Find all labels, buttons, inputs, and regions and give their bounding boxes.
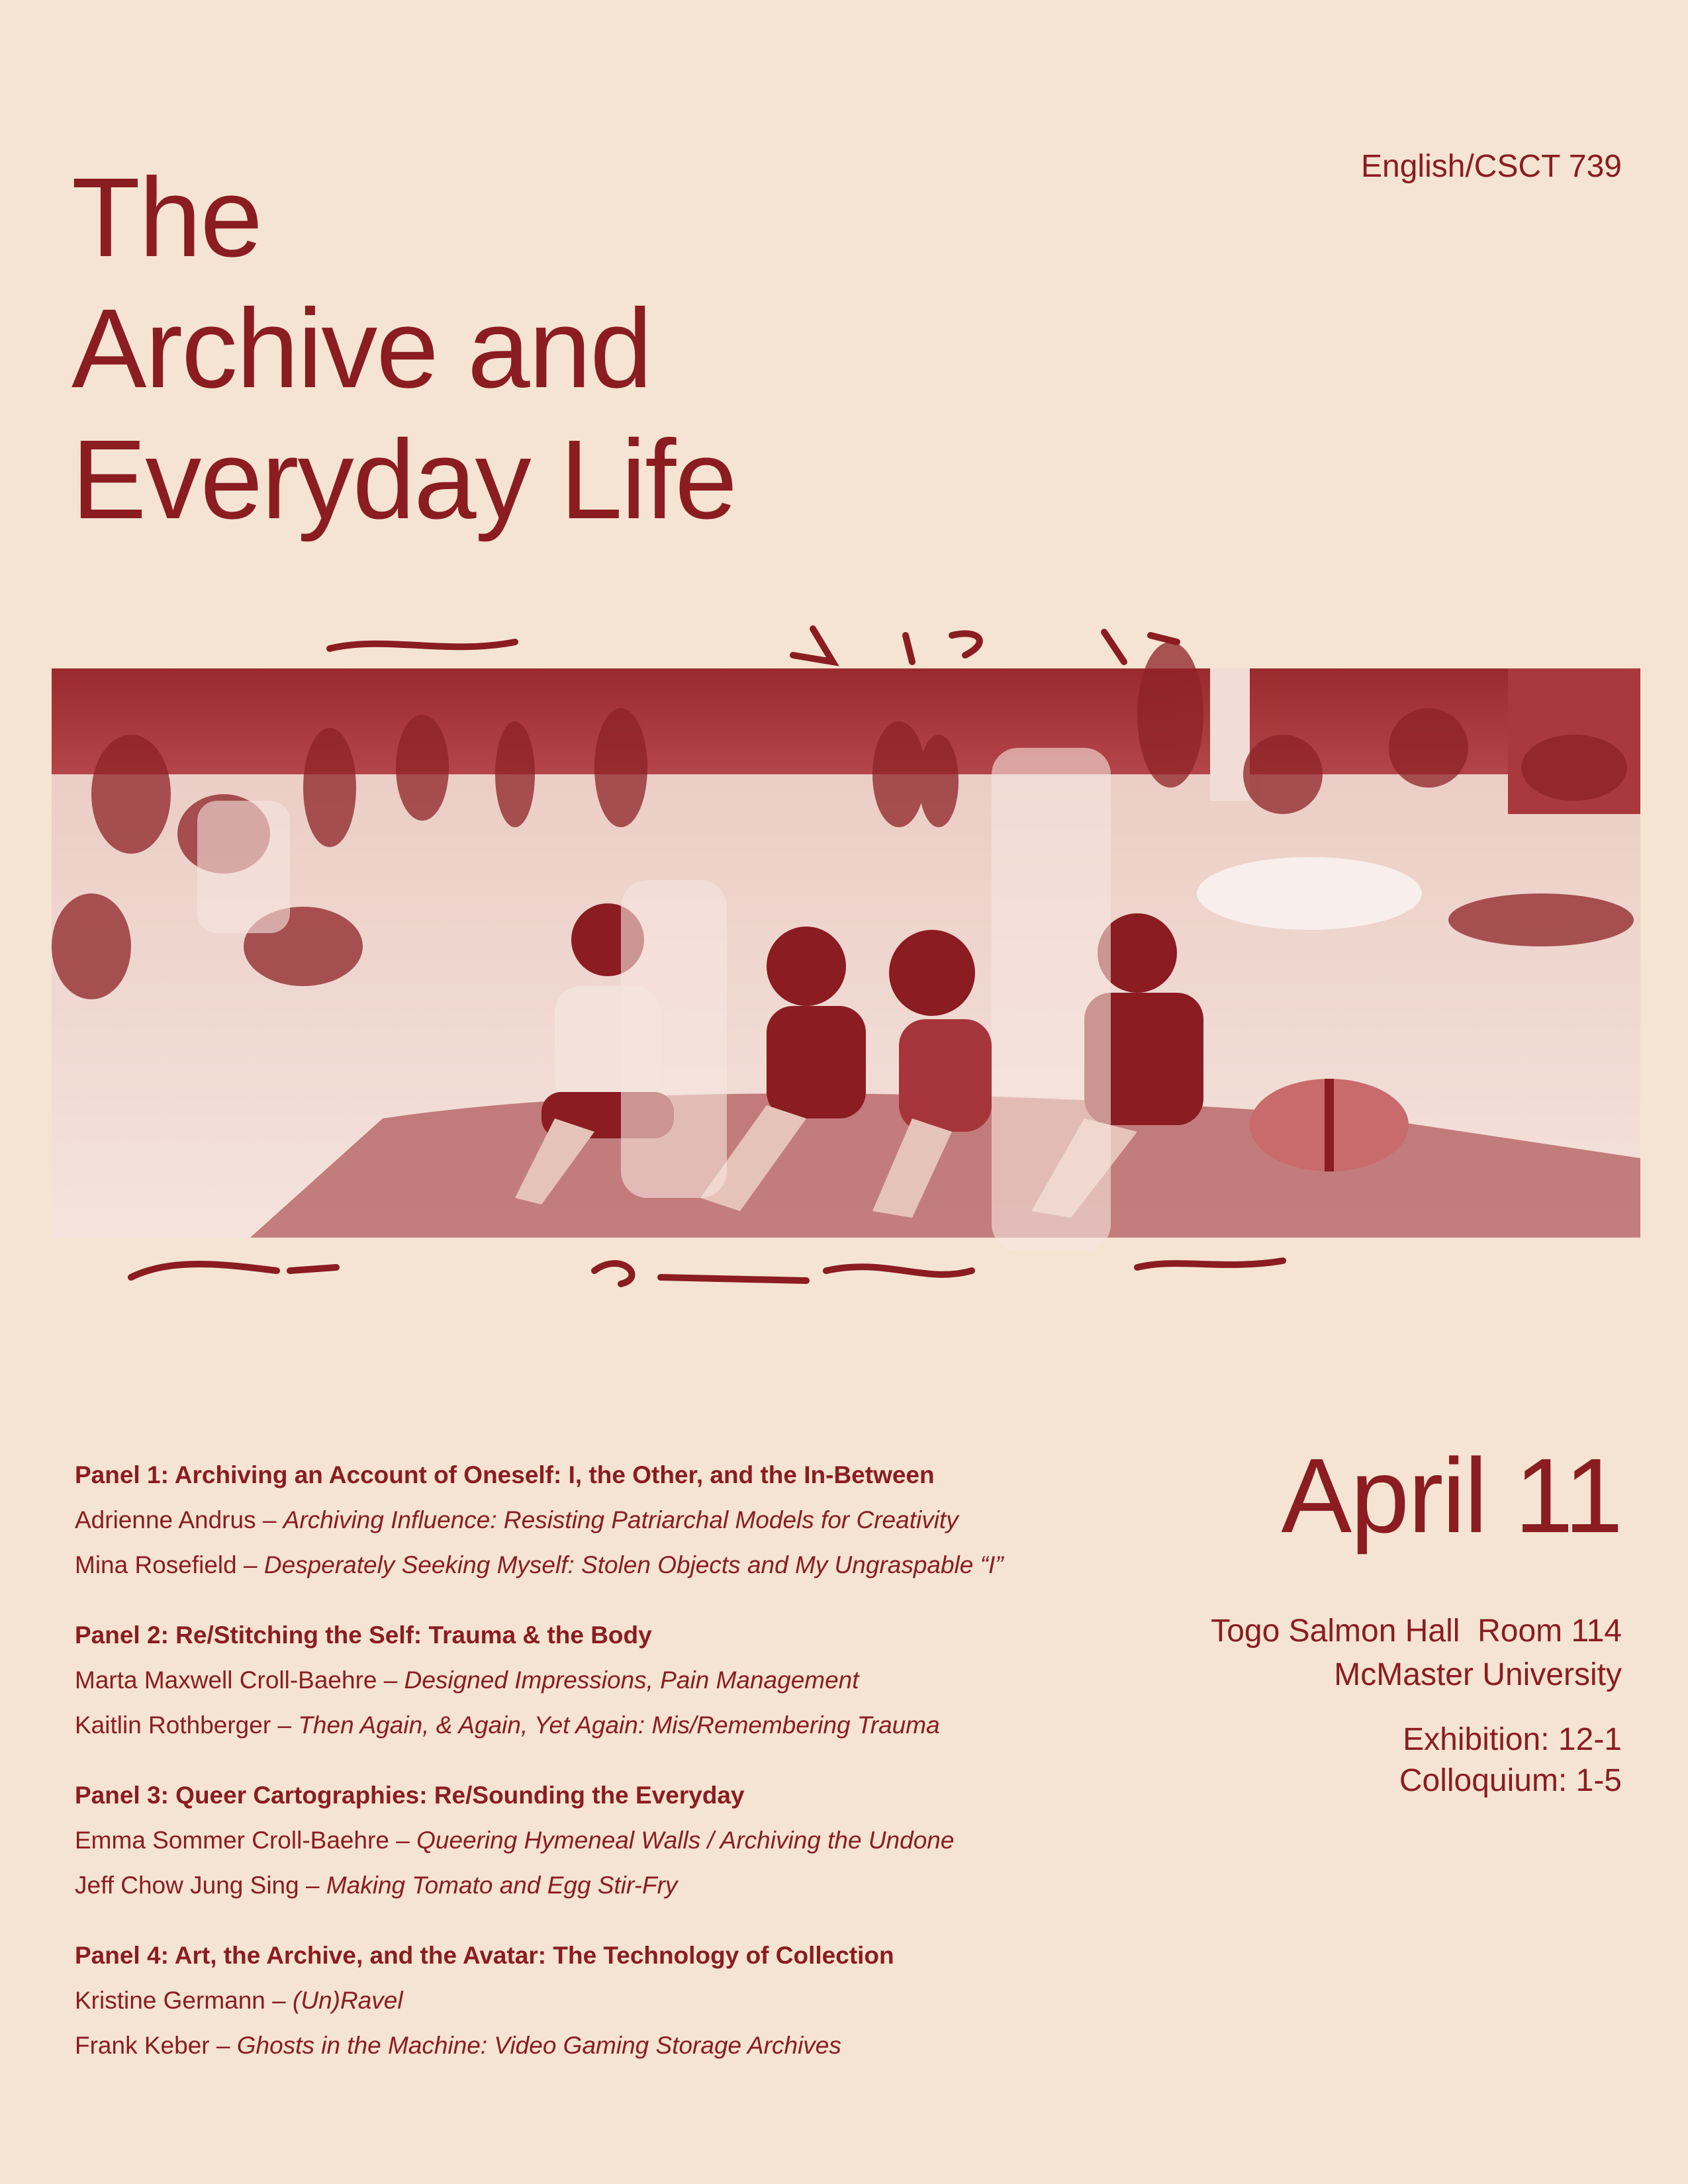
panel-1: [75, 1453, 1200, 1588]
panel-title: Panel 1: Archiving an Account of Oneself: I, the Other, and the In-Between: [75, 1461, 935, 1488]
panel-title: Panel 4: Art, the Archive, and the Avatar: The Technology of Collection: [75, 1942, 894, 1969]
colloquium-time: Colloquium: 1-5: [1399, 1763, 1622, 1798]
speaker-name: Emma Sommer Croll-Baehre: [75, 1827, 389, 1854]
dash: –: [272, 1987, 286, 2014]
speaker-name: Frank Keber: [75, 2032, 210, 2059]
talk-item: [75, 1498, 1200, 1543]
speaker-name: Jeff Chow Jung Sing: [75, 1872, 299, 1899]
speaker-name: Kaitlin Rothberger: [75, 1711, 271, 1739]
dash: –: [383, 1666, 398, 1694]
title-line-3: Everyday Life: [71, 417, 736, 543]
venue-institution: McMaster University: [1334, 1657, 1622, 1692]
talk-item: [75, 2023, 1200, 2068]
talk-title: Archiving Influence: Resisting Patriarchal Models for Creativity: [283, 1506, 959, 1533]
talk-item: [75, 1658, 1200, 1703]
panel-4: [75, 1933, 1200, 2068]
talk-title: Making Tomato and Egg Stir-Fry: [326, 1872, 678, 1899]
dash: –: [396, 1827, 410, 1854]
panel-3: [75, 1773, 1200, 1908]
dash: –: [262, 1506, 277, 1533]
event-schedule: [1399, 1719, 1622, 1801]
title-line-1: The: [71, 155, 261, 281]
dash: –: [277, 1711, 292, 1739]
speaker-name: Marta Maxwell Croll-Baehre: [75, 1666, 377, 1694]
course-code: English/CSCT 739: [1361, 149, 1622, 184]
dash: –: [305, 1872, 320, 1899]
panel-title: Panel 3: Queer Cartographies: Re/Sounding the Everyday: [75, 1782, 745, 1809]
panel-list: [75, 1453, 1200, 2093]
talk-title: Designed Impressions, Pain Management: [404, 1666, 859, 1694]
beach-photo-icon: [52, 615, 1654, 1330]
venue-building: Togo Salmon Hall Room 114: [1211, 1614, 1622, 1649]
talk-item: [75, 1703, 1200, 1748]
panel-title: Panel 2: Re/Stitching the Self: Trauma & the Body: [75, 1621, 652, 1649]
poster-title: [71, 152, 736, 545]
event-date: April 11: [1281, 1436, 1622, 1555]
speaker-name: Kristine Germann: [75, 1987, 265, 2014]
event-venue: [1211, 1610, 1622, 1697]
dash: –: [216, 2032, 230, 2059]
dash: –: [244, 1551, 258, 1578]
title-line-2: Archive and: [71, 286, 651, 412]
talk-item: [75, 1543, 1200, 1588]
panel-2: [75, 1613, 1200, 1748]
talk-item: [75, 1978, 1200, 2023]
exhibition-time: Exhibition: 12-1: [1403, 1722, 1622, 1757]
talk-title: Ghosts in the Machine: Video Gaming Storage Archives: [236, 2032, 841, 2059]
talk-item: [75, 1818, 1200, 1863]
talk-title: (Un)Ravel: [293, 1987, 403, 2014]
speaker-name: Adrienne Andrus: [75, 1506, 256, 1533]
speaker-name: Mina Rosefield: [75, 1551, 237, 1578]
talk-title: Queering Hymeneal Walls / Archiving the Undone: [416, 1827, 955, 1854]
talk-title: Desperately Seeking Myself: Stolen Objects and My Ungraspable “I”: [263, 1551, 1004, 1578]
talk-item: [75, 1863, 1200, 1908]
talk-title: Then Again, & Again, Yet Again: Mis/Remembering Trauma: [298, 1711, 940, 1739]
beach-group-photo: [52, 615, 1654, 1330]
